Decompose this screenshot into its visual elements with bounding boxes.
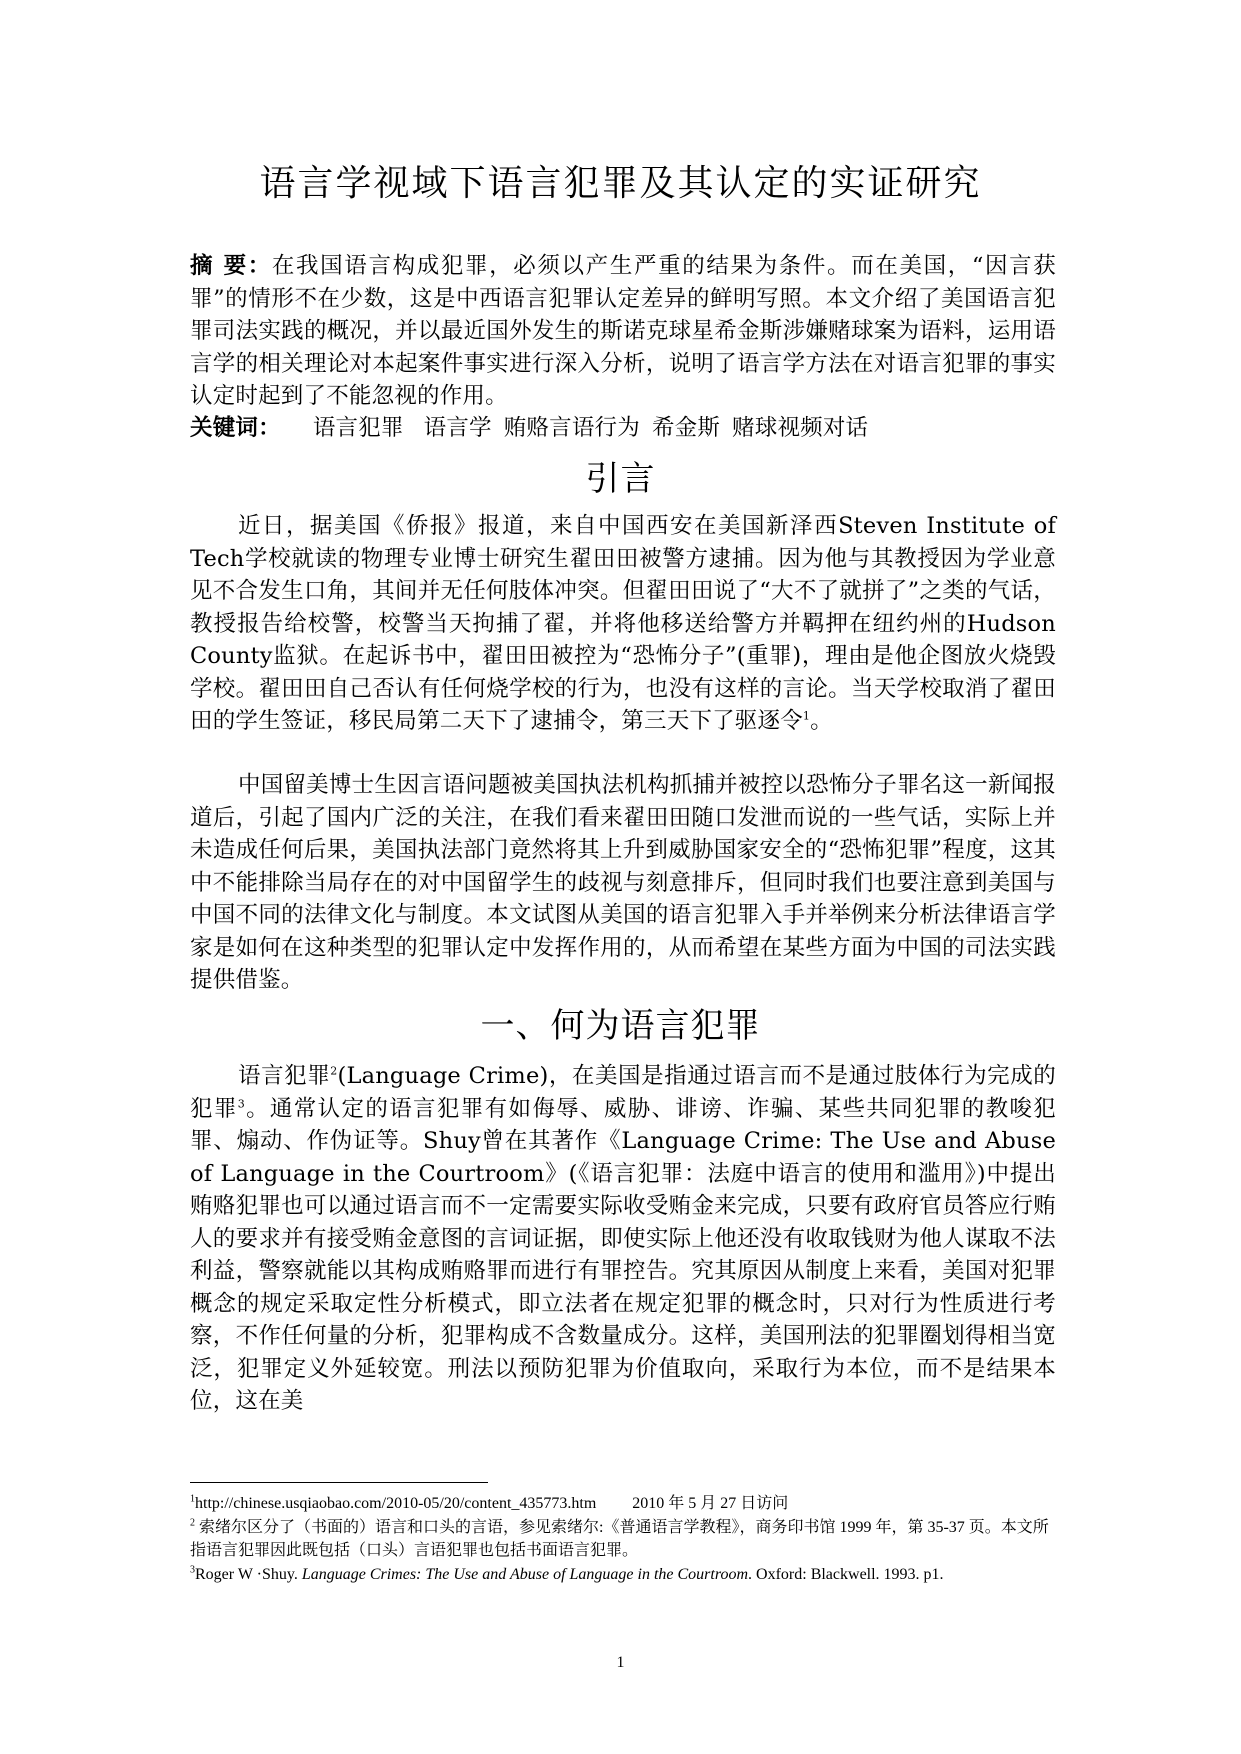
footnotes bbox=[190, 1492, 1056, 1586]
keyword: 赌球视频对话 bbox=[732, 415, 869, 441]
footnote-author: Roger W ·Shuy. bbox=[195, 1565, 302, 1583]
footnote-ref-2[interactable]: 2 bbox=[330, 1064, 338, 1078]
abstract-label: 摘 要： bbox=[190, 253, 272, 279]
paragraph-text: 语言犯罪 bbox=[238, 1063, 331, 1089]
paragraph-text: 近日，据美国《侨报》报道，来自中国西安在美国新泽西Steven Institute of Tech学校就读的物理专业博士研究生翟田田被警方逮捕。因为他与其教授因为学业意见不合发生口角，其间并无任何肢体冲突。但翟田田说了“大不了就拼了”之类的气话，教授报告给校警，校警当天拘捕了翟，并将他移送给警方并羁押在纽约州的Hudson County监狱。在起诉书中，翟田田被控为“恐怖分子”(重罪)，理由是他企图放火烧毁学校。翟田田自己否认有任何烧学校的行为，也没有这样的言论。当天学校取消了翟田田的学生签证，移民局第二天下了逮捕令，第三天下了驱逐令 bbox=[190, 513, 1056, 734]
abstract-text: 在我国语言构成犯罪，必须以产生严重的结果为条件。而在美国，“因言获罪”的情形不在少数，这是中西语言犯罪认定差异的鲜明写照。本文介绍了美国语言犯罪司法实践的概况，并以最近国外发生的斯诺克球星希金斯涉嫌赌球案为语料，运用语言学的相关理论对本起案件事实进行深入分析，说明了语言学方法在对语言犯罪的事实认定时起到了不能忽视的作用。 bbox=[190, 253, 1056, 409]
keyword: 希金斯 bbox=[651, 415, 721, 441]
intro-paragraph-1 bbox=[190, 510, 1056, 738]
footnote-publisher: . Oxford: Blackwell. 1993. p1. bbox=[748, 1565, 944, 1583]
intro-heading: 引言 bbox=[585, 459, 656, 499]
footnote-number: 2 bbox=[190, 1517, 195, 1529]
paper-title: 语言学视域下语言犯罪及其认定的实证研究 bbox=[259, 163, 982, 204]
footnote-2 bbox=[190, 1516, 1056, 1563]
footnote-divider bbox=[190, 1482, 488, 1483]
footnote-date: 2010 年 5 月 27 日访问 bbox=[632, 1495, 789, 1512]
footnote-text: 索绪尔区分了（书面的）语言和口头的言语，参见索绪尔:《普通语言学教程》，商务印书馆 1999 年，第 35-37 页。本文所指语言犯罪因此既包括（口头）言语犯罪也包括书面语言犯罪。 bbox=[190, 1518, 1049, 1559]
paragraph-text: (Language Crime)，在美国是指通过语言而不是通过肢体行为完成的犯罪 bbox=[190, 1063, 1056, 1122]
keywords bbox=[190, 412, 1056, 445]
paragraph-end: 。 bbox=[810, 708, 833, 734]
footnote-url[interactable]: http://chinese.usqiaobao.com/2010-05/20/content_435773.htm bbox=[195, 1495, 597, 1512]
page-number: 1 bbox=[616, 1654, 625, 1671]
footnote-3 bbox=[190, 1563, 1056, 1587]
intro-paragraph-2: 中国留美博士生因言语问题被美国执法机构抓捕并被控以恐怖分子罪名这一新闻报道后，引起了国内广泛的关注，在我们看来翟田田随口发泄而说的一些气话，实际上并未造成任何后果，美国执法部门竟然将其上升到威胁国家安全的“恐怖犯罪”程度，这其中不能排除当局存在的对中国留学生的歧视与刻意排斥，但同时我们也要注意到美国与中国不同的法律文化与制度。本文试图从美国的语言犯罪入手并举例来分析法律语言学家是如何在这种类型的犯罪认定中发挥作用的，从而希望在某些方面为中国的司法实践提供借鉴。 bbox=[190, 772, 1056, 993]
keyword: 语言学 bbox=[423, 415, 492, 441]
keyword: 语言犯罪 bbox=[312, 415, 404, 441]
footnote-ref-1[interactable]: 1 bbox=[802, 709, 811, 723]
footnote-1 bbox=[190, 1492, 1056, 1516]
footnote-book-title: Language Crimes: The Use and Abuse of Language in the Courtroom bbox=[301, 1565, 749, 1583]
footnote-number: 3 bbox=[190, 1564, 195, 1576]
footnote-ref-3[interactable]: 3 bbox=[237, 1097, 245, 1110]
footnote-number: 1 bbox=[190, 1493, 195, 1505]
abstract bbox=[190, 250, 1056, 413]
section-1-heading: 一、何为语言犯罪 bbox=[480, 1006, 761, 1046]
keyword: 贿赂言语行为 bbox=[503, 415, 640, 441]
keywords-label: 关键词： bbox=[190, 415, 281, 441]
section-1-paragraph-1 bbox=[190, 1060, 1056, 1418]
paragraph-text: 。通常认定的语言犯罪有如侮辱、威胁、诽谤、诈骗、某些共同犯罪的教唆犯罪、煽动、作伪证等。Shuy曾在其著作《Language Crime: The Use and Abuse of Language in the Courtroom》(《语言犯罪：法庭中语言的使用和滥用》)中提出贿赂犯罪也可以通过语言而不一定需要实际收受贿金来完成，只要有政府官员答应行贿人的要求并有接受贿金意图的言词证据，即使实际上他还没有收取钱财为他人谋取不法利益，警察就能以其构成贿赂罪而进行有罪控告。究其原因从制度上来看，美国对犯罪概念的规定采取定性分析模式，即立法者在规定犯罪的概念时，只对行为性质进行考察，不作任何量的分析，犯罪构成不含数量成分。这样，美国刑法的犯罪圈划得相当宽泛，犯罪定义外延较宽。刑法以预防犯罪为价值取向，采取行为本位，而不是结果本位，这在美 bbox=[190, 1095, 1056, 1414]
